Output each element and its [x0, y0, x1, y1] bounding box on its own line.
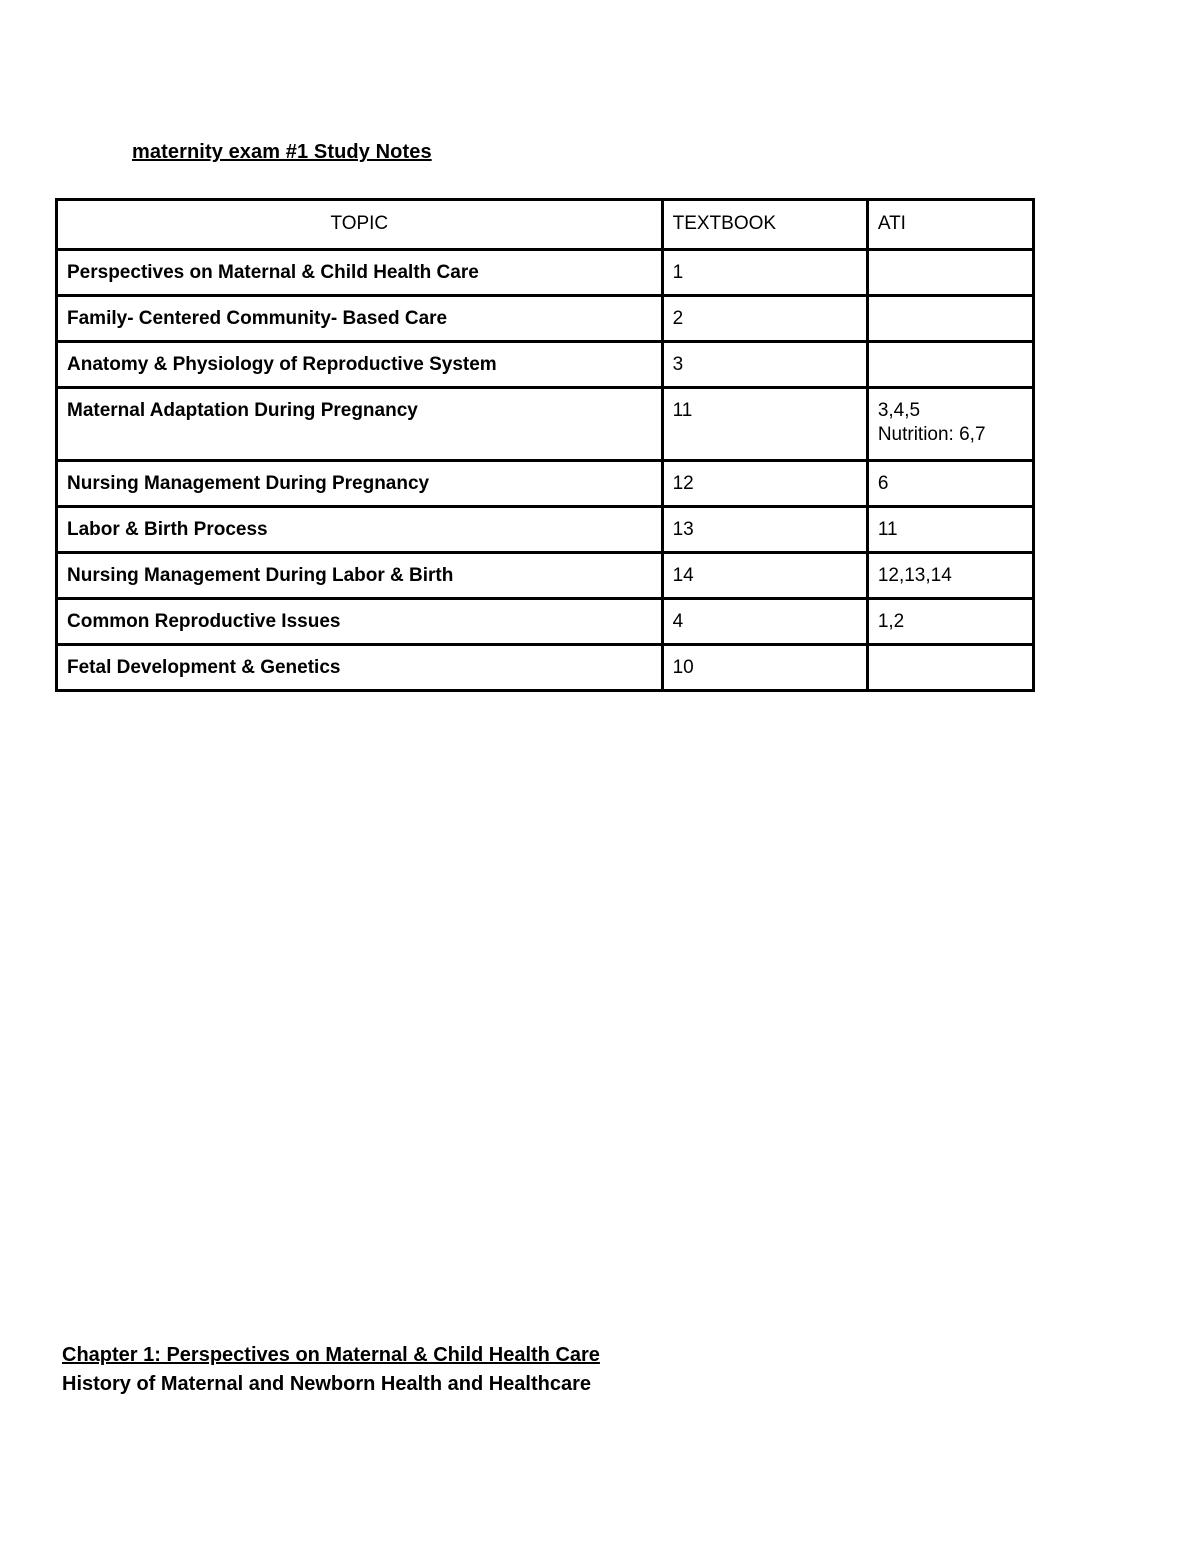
table-row	[57, 296, 1034, 342]
textbook-cell: 14	[662, 553, 867, 599]
ati-cell	[867, 296, 1033, 342]
header-ati: ATI	[867, 200, 1033, 250]
header-topic: TOPIC	[57, 200, 663, 250]
topic-cell: Labor & Birth Process	[57, 507, 663, 553]
ati-cell	[867, 645, 1033, 691]
table-row	[57, 645, 1034, 691]
ati-cell	[867, 342, 1033, 388]
textbook-cell: 11	[662, 388, 867, 461]
topic-cell: Fetal Development & Genetics	[57, 645, 663, 691]
chapter-subheading: History of Maternal and Newborn Health and Healthcare	[62, 1373, 591, 1395]
topic-cell: Perspectives on Maternal & Child Health Care	[57, 250, 663, 296]
ati-value: 6	[877, 473, 889, 494]
ati-nutrition-value: Nutrition: 6,7	[877, 424, 986, 445]
ati-cell	[867, 461, 1033, 507]
table-row	[57, 250, 1034, 296]
textbook-cell: 2	[662, 296, 867, 342]
table-row	[57, 388, 1034, 461]
table-row	[57, 507, 1034, 553]
textbook-cell: 12	[662, 461, 867, 507]
topic-cell: Maternal Adaptation During Pregnancy	[57, 388, 663, 461]
table-row	[57, 599, 1034, 645]
ati-cell	[867, 507, 1033, 553]
topic-cell: Nursing Management During Pregnancy	[57, 461, 663, 507]
chapter-heading: Chapter 1: Perspectives on Maternal & Child Health Care	[62, 1344, 600, 1366]
topic-cell: Anatomy & Physiology of Reproductive System	[57, 342, 663, 388]
topic-cell: Family- Centered Community- Based Care	[57, 296, 663, 342]
textbook-cell: 3	[662, 342, 867, 388]
table-row	[57, 461, 1034, 507]
textbook-cell: 1	[662, 250, 867, 296]
ati-value: 1,2	[877, 611, 905, 632]
textbook-cell: 4	[662, 599, 867, 645]
ati-cell	[867, 553, 1033, 599]
document-title: maternity exam #1 Study Notes	[132, 141, 432, 163]
textbook-cell: 13	[662, 507, 867, 553]
ati-cell	[867, 250, 1033, 296]
ati-value: 11	[877, 519, 898, 540]
table-header-row	[57, 200, 1034, 250]
topic-cell: Common Reproductive Issues	[57, 599, 663, 645]
textbook-cell: 10	[662, 645, 867, 691]
ati-value: 12,13,14	[877, 565, 952, 586]
header-textbook: TEXTBOOK	[662, 200, 867, 250]
topic-cell: Nursing Management During Labor & Birth	[57, 553, 663, 599]
study-topics-table	[55, 198, 1035, 692]
ati-value: 3,4,5	[877, 400, 921, 421]
ati-cell	[867, 599, 1033, 645]
ati-cell	[867, 388, 1033, 461]
table-row	[57, 342, 1034, 388]
table-row	[57, 553, 1034, 599]
